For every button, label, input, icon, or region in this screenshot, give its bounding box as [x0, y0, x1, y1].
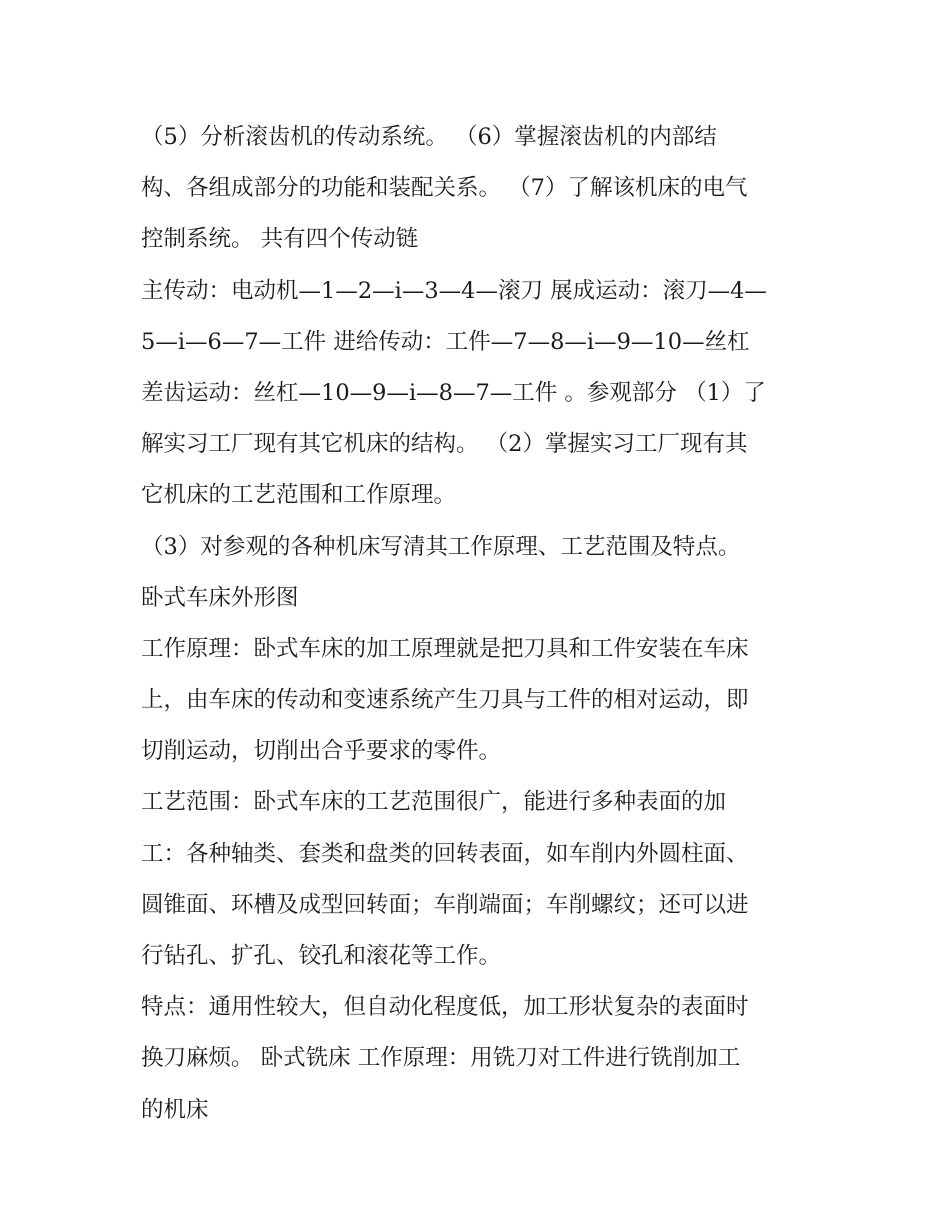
- text-line: 工艺范围：卧式车床的工艺范围很广，能进行多种表面的加: [141, 789, 727, 816]
- text-line: 特点：通用性较大，但自动化程度低，加工形状复杂的表面时: [141, 994, 749, 1021]
- text-line: 行钻孔、扩孔、铰孔和滚花等工作。: [141, 943, 502, 969]
- text-line: 切削运动，切削出合乎要求的零件。: [141, 738, 502, 765]
- text-line: 差齿运动：丝杠—10—9—i—8—7—工件 。参观部分 （1）了: [141, 379, 766, 406]
- text-line: 工作原理：卧式车床的加工原理就是把刀具和工件安装在车床: [141, 635, 749, 662]
- document-body: [141, 112, 821, 1136]
- text-line: 控制系统。 共有四个传动链: [141, 226, 419, 253]
- text-line: 它机床的工艺范围和工作原理。: [141, 482, 457, 509]
- text-line: 构、各组成部分的功能和装配关系。 （7）了解该机床的电气: [141, 175, 748, 202]
- text-line: 解实习工厂现有其它机床的结构。 （2）掌握实习工厂现有其: [141, 431, 748, 458]
- text-line: （3）对参观的各种机床写清其工作原理、工艺范围及特点。: [141, 533, 741, 560]
- text-line: （5）分析滚齿机的传动系统。 （6）掌握滚齿机的内部结: [141, 124, 717, 150]
- text-line: 换刀麻烦。 卧式铣床 工作原理：用铣刀对工件进行铣削加工: [141, 1045, 741, 1072]
- text-line: 卧式车床外形图: [141, 584, 299, 611]
- text-line: 上，由车床的传动和变速系统产生刀具与工件的相对运动，即: [141, 687, 749, 714]
- text-line: 工：各种轴类、套类和盘类的回转表面，如车削内外圆柱面、: [141, 840, 749, 867]
- text-line: 5—i—6—7—工件 进给传动：工件—7—8—i—9—10—丝杠: [141, 328, 750, 355]
- text-line: 主传动：电动机—1—2—i—3—4—滚刀 展成运动：滚刀—4—: [141, 277, 767, 304]
- text-line: 圆锥面、环槽及成型回转面；车削端面；车削螺纹；还可以进: [141, 891, 749, 918]
- text-line: 的机床: [141, 1096, 209, 1123]
